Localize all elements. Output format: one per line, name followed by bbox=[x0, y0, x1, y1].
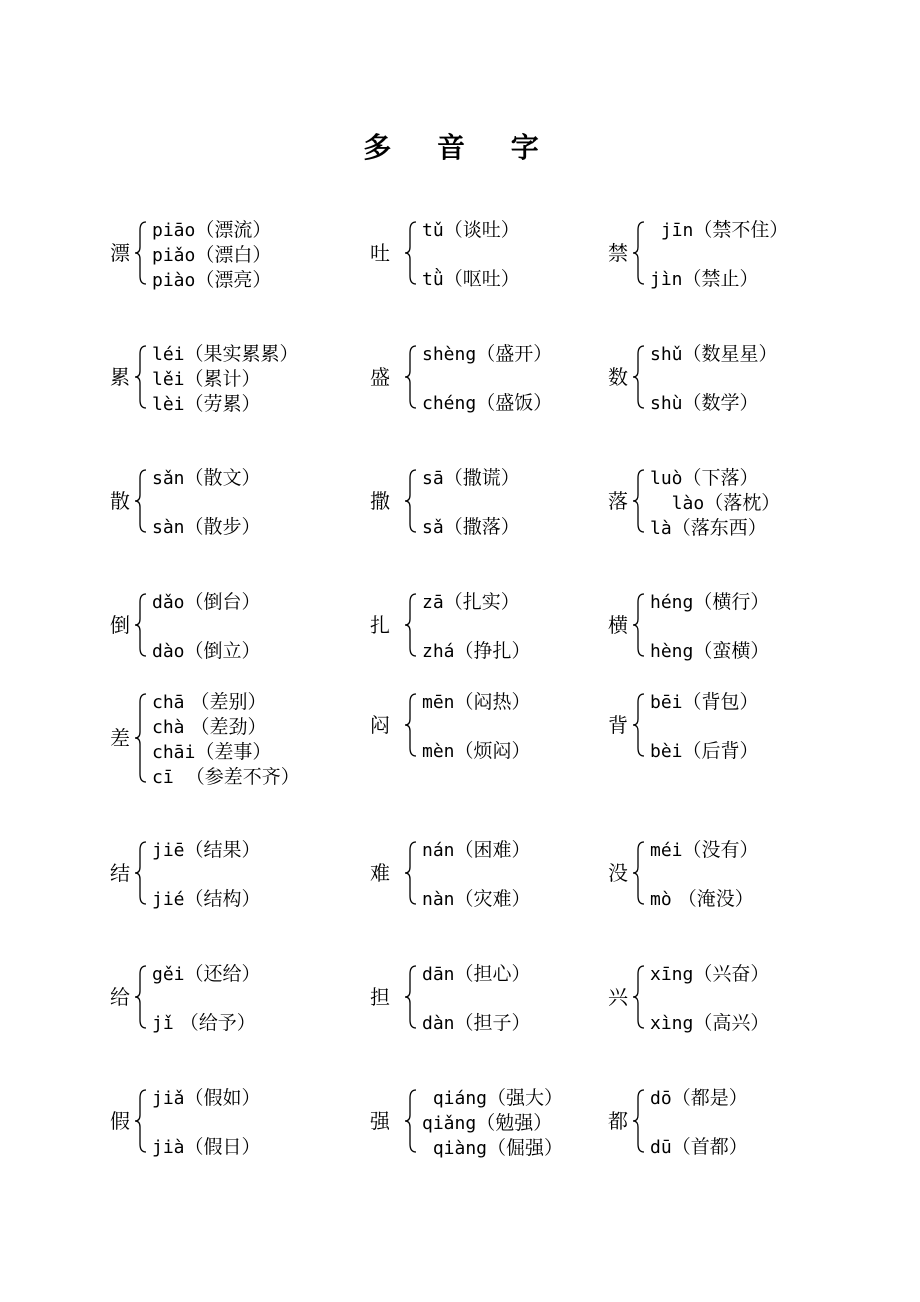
polyphone-char: 没 bbox=[608, 861, 628, 885]
reading-line bbox=[152, 590, 261, 615]
reading-line bbox=[650, 491, 780, 516]
pinyin: gěi bbox=[152, 964, 185, 985]
example-word: （担子） bbox=[454, 1012, 531, 1034]
polyphone-char: 闷 bbox=[370, 713, 390, 737]
pinyin: shèng bbox=[422, 344, 477, 365]
pinyin: jié bbox=[152, 889, 185, 910]
brace-icon bbox=[632, 1084, 646, 1158]
example-word: （倒立） bbox=[184, 640, 261, 662]
polyphone-char: 数 bbox=[608, 365, 628, 389]
polyphone-char: 兴 bbox=[608, 985, 628, 1009]
example-word: （差事） bbox=[195, 741, 272, 763]
reading-line bbox=[650, 218, 788, 243]
brace-icon bbox=[632, 464, 646, 538]
reading-line bbox=[422, 639, 531, 664]
example-word: （落枕） bbox=[704, 492, 781, 514]
brace-icon bbox=[404, 340, 418, 414]
pinyin: dào bbox=[152, 641, 185, 662]
polyphone-char: 都 bbox=[608, 1109, 628, 1133]
pinyin: sǎn bbox=[152, 468, 185, 489]
reading-line bbox=[152, 962, 261, 987]
brace-icon bbox=[632, 836, 646, 910]
example-word: （禁止） bbox=[682, 268, 759, 290]
reading-line bbox=[422, 466, 520, 491]
brace-icon bbox=[404, 836, 418, 910]
reading-line bbox=[650, 1135, 748, 1160]
example-word: （结果） bbox=[184, 839, 261, 861]
reading-line bbox=[152, 765, 300, 790]
brace-icon bbox=[134, 688, 148, 788]
reading-line bbox=[152, 342, 299, 367]
example-word: （漂白） bbox=[195, 244, 272, 266]
reading-line bbox=[422, 267, 520, 292]
polyphone-entry bbox=[110, 1084, 350, 1184]
reading-line bbox=[152, 466, 261, 491]
reading-line bbox=[650, 887, 754, 912]
reading-line bbox=[650, 1011, 769, 1036]
brace-icon bbox=[134, 464, 148, 538]
polyphone-char: 倒 bbox=[110, 613, 130, 637]
example-word: （撒落） bbox=[443, 516, 520, 538]
reading-line bbox=[650, 1086, 748, 1111]
example-word: （强大） bbox=[487, 1087, 564, 1109]
example-word: （都是） bbox=[671, 1087, 748, 1109]
polyphone-entry bbox=[370, 588, 610, 688]
pinyin: dān bbox=[422, 964, 455, 985]
brace-icon bbox=[134, 588, 148, 662]
example-word: （担心） bbox=[454, 963, 531, 985]
polyphone-char: 结 bbox=[110, 861, 130, 885]
pinyin: piào bbox=[152, 270, 196, 291]
reading-line bbox=[152, 887, 261, 912]
reading-line bbox=[650, 962, 769, 987]
reading-line bbox=[422, 342, 552, 367]
reading-line bbox=[422, 391, 552, 416]
polyphone-entry bbox=[370, 340, 610, 440]
pinyin: qiàng bbox=[422, 1138, 488, 1159]
example-word: （困难） bbox=[454, 839, 531, 861]
pinyin: piāo bbox=[152, 220, 196, 241]
pinyin: chāi bbox=[152, 742, 196, 763]
polyphone-char: 累 bbox=[110, 365, 130, 389]
example-word: （劳累） bbox=[184, 393, 261, 415]
example-word: （横行） bbox=[693, 591, 770, 613]
example-word: （差别） bbox=[184, 691, 267, 713]
polyphone-char: 落 bbox=[608, 489, 628, 513]
pinyin: jiē bbox=[152, 840, 185, 861]
example-word: （散文） bbox=[184, 467, 261, 489]
reading-line bbox=[152, 1011, 256, 1036]
pinyin: mò bbox=[650, 889, 672, 910]
pinyin: xìng bbox=[650, 1013, 694, 1034]
reading-line bbox=[422, 1136, 563, 1161]
example-word: （倒台） bbox=[184, 591, 261, 613]
polyphone-entry bbox=[608, 1084, 818, 1184]
pinyin: bēi bbox=[650, 692, 683, 713]
brace-icon bbox=[134, 960, 148, 1034]
pinyin: dǎo bbox=[152, 592, 185, 613]
reading-line bbox=[650, 342, 778, 367]
example-word: （烦闷） bbox=[454, 740, 531, 762]
reading-line bbox=[650, 466, 759, 491]
polyphone-char: 禁 bbox=[608, 241, 628, 265]
polyphone-entry bbox=[110, 688, 350, 788]
example-word: （勉强） bbox=[476, 1112, 553, 1134]
polyphone-char: 强 bbox=[370, 1109, 390, 1133]
polyphone-char: 差 bbox=[110, 726, 130, 750]
pinyin: jià bbox=[152, 1137, 185, 1158]
pinyin: héng bbox=[650, 592, 694, 613]
pinyin: tǔ bbox=[422, 220, 444, 241]
polyphone-entry bbox=[608, 464, 818, 564]
pinyin: zā bbox=[422, 592, 444, 613]
pinyin: lěi bbox=[152, 369, 185, 390]
pinyin: chà bbox=[152, 717, 185, 738]
polyphone-entry bbox=[110, 836, 350, 936]
brace-icon bbox=[404, 216, 418, 290]
polyphone-entry bbox=[608, 588, 818, 688]
polyphone-char: 横 bbox=[608, 613, 628, 637]
example-word: （给予） bbox=[173, 1012, 256, 1034]
pinyin: piǎo bbox=[152, 245, 196, 266]
polyphone-entry bbox=[370, 960, 610, 1060]
example-word: （首都） bbox=[671, 1136, 748, 1158]
example-word: （累计） bbox=[184, 368, 261, 390]
example-word: （兴奋） bbox=[693, 963, 770, 985]
pinyin: jīn bbox=[650, 220, 694, 241]
example-word: （倔强） bbox=[487, 1137, 564, 1159]
pinyin: sā bbox=[422, 468, 444, 489]
pinyin: méi bbox=[650, 840, 683, 861]
example-word: （没有） bbox=[682, 839, 759, 861]
reading-line bbox=[650, 267, 759, 292]
example-word: （果实累累） bbox=[184, 343, 299, 365]
example-word: （数学） bbox=[682, 392, 759, 414]
example-word: （假日） bbox=[184, 1136, 261, 1158]
brace-icon bbox=[632, 216, 646, 290]
polyphone-entry bbox=[370, 216, 610, 316]
reading-line bbox=[152, 740, 271, 765]
example-word: （闷热） bbox=[454, 691, 531, 713]
example-word: （背包） bbox=[682, 691, 759, 713]
pinyin: mèn bbox=[422, 741, 455, 762]
page-title: 多 音 字 bbox=[363, 131, 557, 164]
polyphone-entry bbox=[370, 464, 610, 564]
brace-icon bbox=[404, 688, 418, 762]
reading-line bbox=[152, 1135, 261, 1160]
example-word: （盛饭） bbox=[476, 392, 553, 414]
polyphone-char: 扎 bbox=[370, 613, 390, 637]
pinyin: jǐ bbox=[152, 1013, 174, 1034]
pinyin: zhá bbox=[422, 641, 455, 662]
example-word: （漂亮） bbox=[195, 269, 272, 291]
brace-icon bbox=[404, 1084, 418, 1158]
pinyin: shù bbox=[650, 393, 683, 414]
reading-line bbox=[650, 516, 767, 541]
example-word: （数星星） bbox=[682, 343, 778, 365]
example-word: （谈吐） bbox=[443, 219, 520, 241]
brace-icon bbox=[632, 960, 646, 1034]
pinyin: mēn bbox=[422, 692, 455, 713]
polyphone-char: 背 bbox=[608, 713, 628, 737]
reading-line bbox=[152, 392, 261, 417]
pinyin: jìn bbox=[650, 269, 683, 290]
reading-line bbox=[650, 391, 759, 416]
pinyin: léi bbox=[152, 344, 185, 365]
brace-icon bbox=[134, 1084, 148, 1158]
pinyin: nán bbox=[422, 840, 455, 861]
example-word: （后背） bbox=[682, 740, 759, 762]
polyphone-char: 盛 bbox=[370, 365, 390, 389]
polyphone-entry bbox=[608, 688, 818, 788]
polyphone-entry bbox=[370, 836, 610, 936]
pinyin: hèng bbox=[650, 641, 694, 662]
reading-line bbox=[422, 590, 520, 615]
reading-line bbox=[422, 515, 520, 540]
example-word: （撒谎） bbox=[443, 467, 520, 489]
pinyin: jiǎ bbox=[152, 1088, 185, 1109]
pinyin: dū bbox=[650, 1137, 672, 1158]
reading-line bbox=[152, 639, 261, 664]
reading-line bbox=[650, 690, 759, 715]
pinyin: shǔ bbox=[650, 344, 683, 365]
reading-line bbox=[422, 1086, 563, 1111]
reading-line bbox=[422, 962, 531, 987]
polyphone-entry bbox=[608, 340, 818, 440]
brace-icon bbox=[134, 340, 148, 414]
reading-line bbox=[422, 690, 531, 715]
brace-icon bbox=[632, 688, 646, 762]
polyphone-char: 难 bbox=[370, 861, 390, 885]
brace-icon bbox=[632, 588, 646, 662]
reading-line bbox=[422, 218, 520, 243]
reading-line bbox=[152, 715, 267, 740]
polyphone-entry bbox=[110, 464, 350, 564]
reading-line bbox=[152, 367, 261, 392]
reading-line bbox=[422, 1011, 531, 1036]
polyphone-char: 担 bbox=[370, 985, 390, 1009]
polyphone-char: 吐 bbox=[370, 241, 390, 265]
polyphone-char: 散 bbox=[110, 489, 130, 513]
example-word: （结构） bbox=[184, 888, 261, 910]
brace-icon bbox=[632, 340, 646, 414]
example-word: （蛮横） bbox=[693, 640, 770, 662]
polyphone-entry bbox=[608, 216, 818, 316]
example-word: （挣扎） bbox=[454, 640, 531, 662]
pinyin: qiáng bbox=[422, 1088, 488, 1109]
pinyin: dō bbox=[650, 1088, 672, 1109]
pinyin: là bbox=[650, 518, 672, 539]
brace-icon bbox=[134, 836, 148, 910]
pinyin: cī bbox=[152, 767, 174, 788]
example-word: （呕吐） bbox=[443, 268, 520, 290]
example-word: （高兴） bbox=[693, 1012, 770, 1034]
polyphone-entry bbox=[110, 960, 350, 1060]
pinyin: luò bbox=[650, 468, 683, 489]
reading-line bbox=[152, 1086, 261, 1111]
example-word: （差劲） bbox=[184, 716, 267, 738]
reading-line bbox=[152, 243, 271, 268]
polyphone-char: 假 bbox=[110, 1109, 130, 1133]
polyphone-entry bbox=[370, 1084, 610, 1184]
example-word: （扎实） bbox=[443, 591, 520, 613]
example-word: （禁不住） bbox=[693, 219, 789, 241]
example-word: （盛开） bbox=[476, 343, 553, 365]
reading-line bbox=[650, 590, 769, 615]
reading-line bbox=[152, 268, 271, 293]
polyphone-entry bbox=[110, 340, 350, 440]
brace-icon bbox=[404, 588, 418, 662]
reading-line bbox=[650, 739, 759, 764]
reading-line bbox=[152, 515, 261, 540]
polyphone-entry bbox=[110, 216, 350, 316]
example-word: （参差不齐） bbox=[173, 766, 300, 788]
pinyin: nàn bbox=[422, 889, 455, 910]
example-word: （淹没） bbox=[671, 888, 754, 910]
reading-line bbox=[152, 838, 261, 863]
pinyin: dàn bbox=[422, 1013, 455, 1034]
pinyin: bèi bbox=[650, 741, 683, 762]
polyphone-char: 撒 bbox=[370, 489, 390, 513]
example-word: （散步） bbox=[184, 516, 261, 538]
pinyin: xīng bbox=[650, 964, 694, 985]
reading-line bbox=[152, 690, 267, 715]
pinyin: chéng bbox=[422, 393, 477, 414]
polyphone-entry bbox=[608, 836, 818, 936]
reading-line bbox=[422, 838, 531, 863]
example-word: （漂流） bbox=[195, 219, 272, 241]
pinyin: sǎ bbox=[422, 517, 444, 538]
reading-line bbox=[422, 887, 531, 912]
example-word: （落东西） bbox=[671, 517, 767, 539]
pinyin: tǜ bbox=[422, 269, 444, 290]
pinyin: chā bbox=[152, 692, 185, 713]
polyphone-char: 漂 bbox=[110, 241, 130, 265]
polyphone-entry bbox=[608, 960, 818, 1060]
reading-line bbox=[650, 838, 759, 863]
example-word: （灾难） bbox=[454, 888, 531, 910]
example-word: （下落） bbox=[682, 467, 759, 489]
pinyin: sàn bbox=[152, 517, 185, 538]
reading-line bbox=[152, 218, 271, 243]
pinyin: lèi bbox=[152, 394, 185, 415]
pinyin: lào bbox=[650, 493, 705, 514]
polyphone-entry bbox=[370, 688, 610, 788]
pinyin: qiǎng bbox=[422, 1113, 477, 1134]
polyphone-entry bbox=[110, 588, 350, 688]
reading-line bbox=[650, 639, 769, 664]
example-word: （假如） bbox=[184, 1087, 261, 1109]
reading-line bbox=[422, 1111, 552, 1136]
brace-icon bbox=[134, 216, 148, 290]
brace-icon bbox=[404, 464, 418, 538]
example-word: （还给） bbox=[184, 963, 261, 985]
polyphone-char: 给 bbox=[110, 985, 130, 1009]
reading-line bbox=[422, 739, 531, 764]
brace-icon bbox=[404, 960, 418, 1034]
